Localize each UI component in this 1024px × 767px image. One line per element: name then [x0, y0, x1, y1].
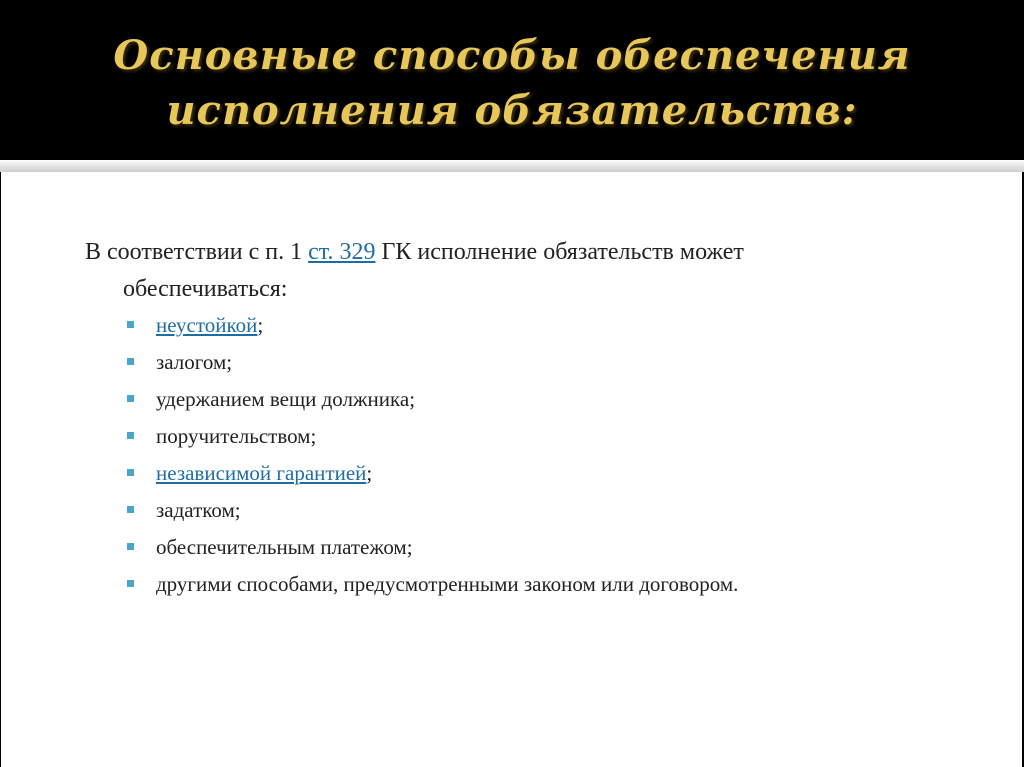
list-item [125, 569, 825, 600]
list-item-text: другими способами, предусмотренными законом или договором. [156, 572, 739, 596]
independent-guarantee-link[interactable]: независимой гарантией [156, 461, 367, 485]
list-item-text: ; [366, 461, 373, 485]
square-bullet-icon [127, 358, 134, 365]
list-item-text: поручительством; [156, 424, 317, 448]
list-item [125, 421, 825, 452]
list-item [125, 532, 825, 563]
penalty-link[interactable]: неустойкой [156, 313, 258, 337]
square-bullet-icon [127, 321, 134, 328]
list-item-text: залогом; [156, 350, 233, 374]
title-line-2: исполнения обязательств: [166, 87, 858, 134]
list-item [125, 310, 825, 341]
square-bullet-icon [127, 395, 134, 402]
square-bullet-icon [127, 543, 134, 550]
list-item-text: ; [257, 313, 264, 337]
article-329-link[interactable]: ст. 329 [308, 239, 376, 265]
intro-text-end: ГК исполнение обязательств может обеспечиваться: [123, 239, 744, 302]
list-item [125, 495, 825, 526]
slide-title [0, 28, 1024, 138]
content-area [1, 172, 1022, 767]
security-methods-list [125, 310, 825, 606]
list-item [125, 458, 825, 489]
square-bullet-icon [127, 580, 134, 587]
square-bullet-icon [127, 432, 134, 439]
square-bullet-icon [127, 506, 134, 513]
list-item [125, 347, 825, 378]
square-bullet-icon [127, 469, 134, 476]
list-item-text: задатком; [156, 498, 241, 522]
title-divider [0, 160, 1024, 172]
list-item [125, 384, 825, 415]
intro-text-start: В соответствии с п. 1 [85, 239, 309, 265]
title-line-1: Основные способы обеспечения [113, 32, 911, 79]
intro-paragraph [85, 234, 883, 308]
list-item-text: удержанием вещи должника; [156, 387, 416, 411]
list-item-text: обеспечительным платежом; [156, 535, 413, 559]
title-band [0, 0, 1024, 160]
